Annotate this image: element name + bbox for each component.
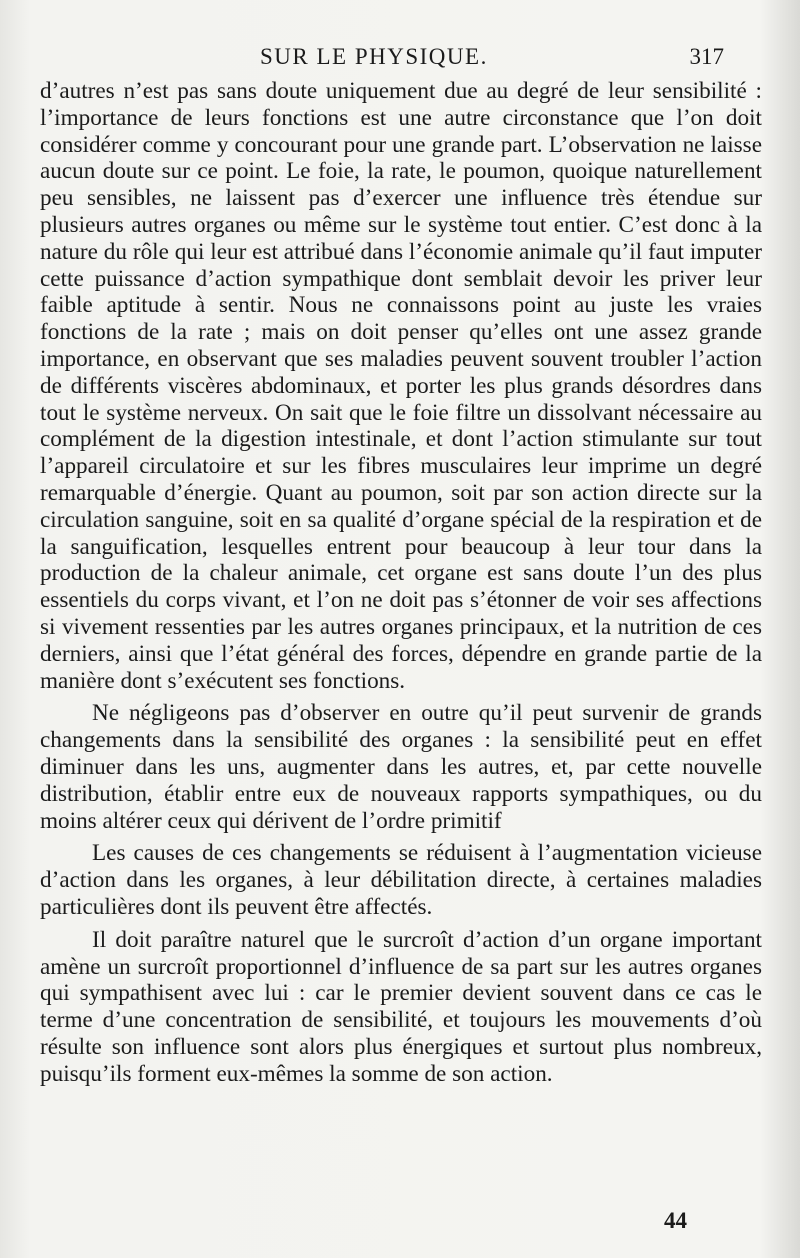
paragraph-continued: d’autres n’est pas sans doute uniquement due au degré de leur sensibilité : l’importance de leurs fonctions est une autre circonstance que l’on doit considérer comme y concourant pour une grande part. L’observation ne laisse aucun doute sur ce point. Le foie, la rate, le poumon, quoique naturellement peu sensibles, ne laissent pas d’exercer une influence très étendue sur plusieurs autres organes ou même sur le système tout entier. C’est donc à la nature du rôle qui leur est attribué dans l’économie animale qu’il faut imputer cette puissance d’action sympathique dont semblait devoir les priver leur faible aptitude à sentir. Nous ne connaissons point au juste les vraies fonctions de la rate ; mais on doit penser qu’elles ont une assez grande importance, en observant que ses maladies peuvent souvent troubler l’action de différents viscères abdominaux, et porter les plus grands désordres dans tout le système nerveux. On sait que le foie filtre un dissolvant nécessaire au complément de la digestion intestinale, et dont l’action stimulante sur tout l’appareil circulatoire et sur les fibres musculaires leur imprime un degré remarquable d’énergie. Quant au poumon, soit par son action directe sur la circulation sanguine, soit en sa qualité d’organe spécial de la respiration et de la sanguification, lesquelles entrent pour beaucoup à leur tour dans la production de la chaleur animale, cet organe est sans doute l’un des plus essentiels du corps vivant, et l’on ne doit pas s’étonner de voir ses affections si vivement ressenties par les autres organes principaux, et la nutrition de ces derniers, ainsi que l’état général des forces, dépendre en grande partie de la manière dont s’exécutent ses fonctions.: [40, 78, 762, 694]
running-title: SUR LE PHYSIQUE.: [260, 44, 488, 69]
page-header: [40, 44, 728, 76]
page-number: 317: [689, 44, 724, 69]
paragraph: Les causes de ces changements se réduisent à l’augmentation vicieuse d’action dans les organes, à leur débilitation directe, à certaines maladies particulières dont ils peuvent être affectés.: [40, 840, 762, 920]
body-text: [40, 78, 762, 1093]
signature-mark: 44: [664, 1208, 687, 1233]
paragraph: Il doit paraître naturel que le surcroît d’action d’un organe important amène un surcroît proportionnel d’influence de sa part sur les autres organes qui sympathisent avec lui : car le premier devient souvent dans ce cas le terme d’une concentration de sensibilité, et toujours les mouvements d’où résulte son influence sont alors plus énergiques et surtout plus nombreux, puisqu’ils forment eux-mêmes la somme de son action.: [40, 926, 762, 1087]
paragraph: Ne négligeons pas d’observer en outre qu’il peut survenir de grands changements dans la sensibilité des organes : la sensibilité peut en effet diminuer dans les uns, augmenter dans les autres, et, par cette nouvelle distribution, établir entre eux de nouveaux rapports sympathiques, ou du moins altérer ceux qui dérivent de l’ordre primitif: [40, 700, 762, 834]
